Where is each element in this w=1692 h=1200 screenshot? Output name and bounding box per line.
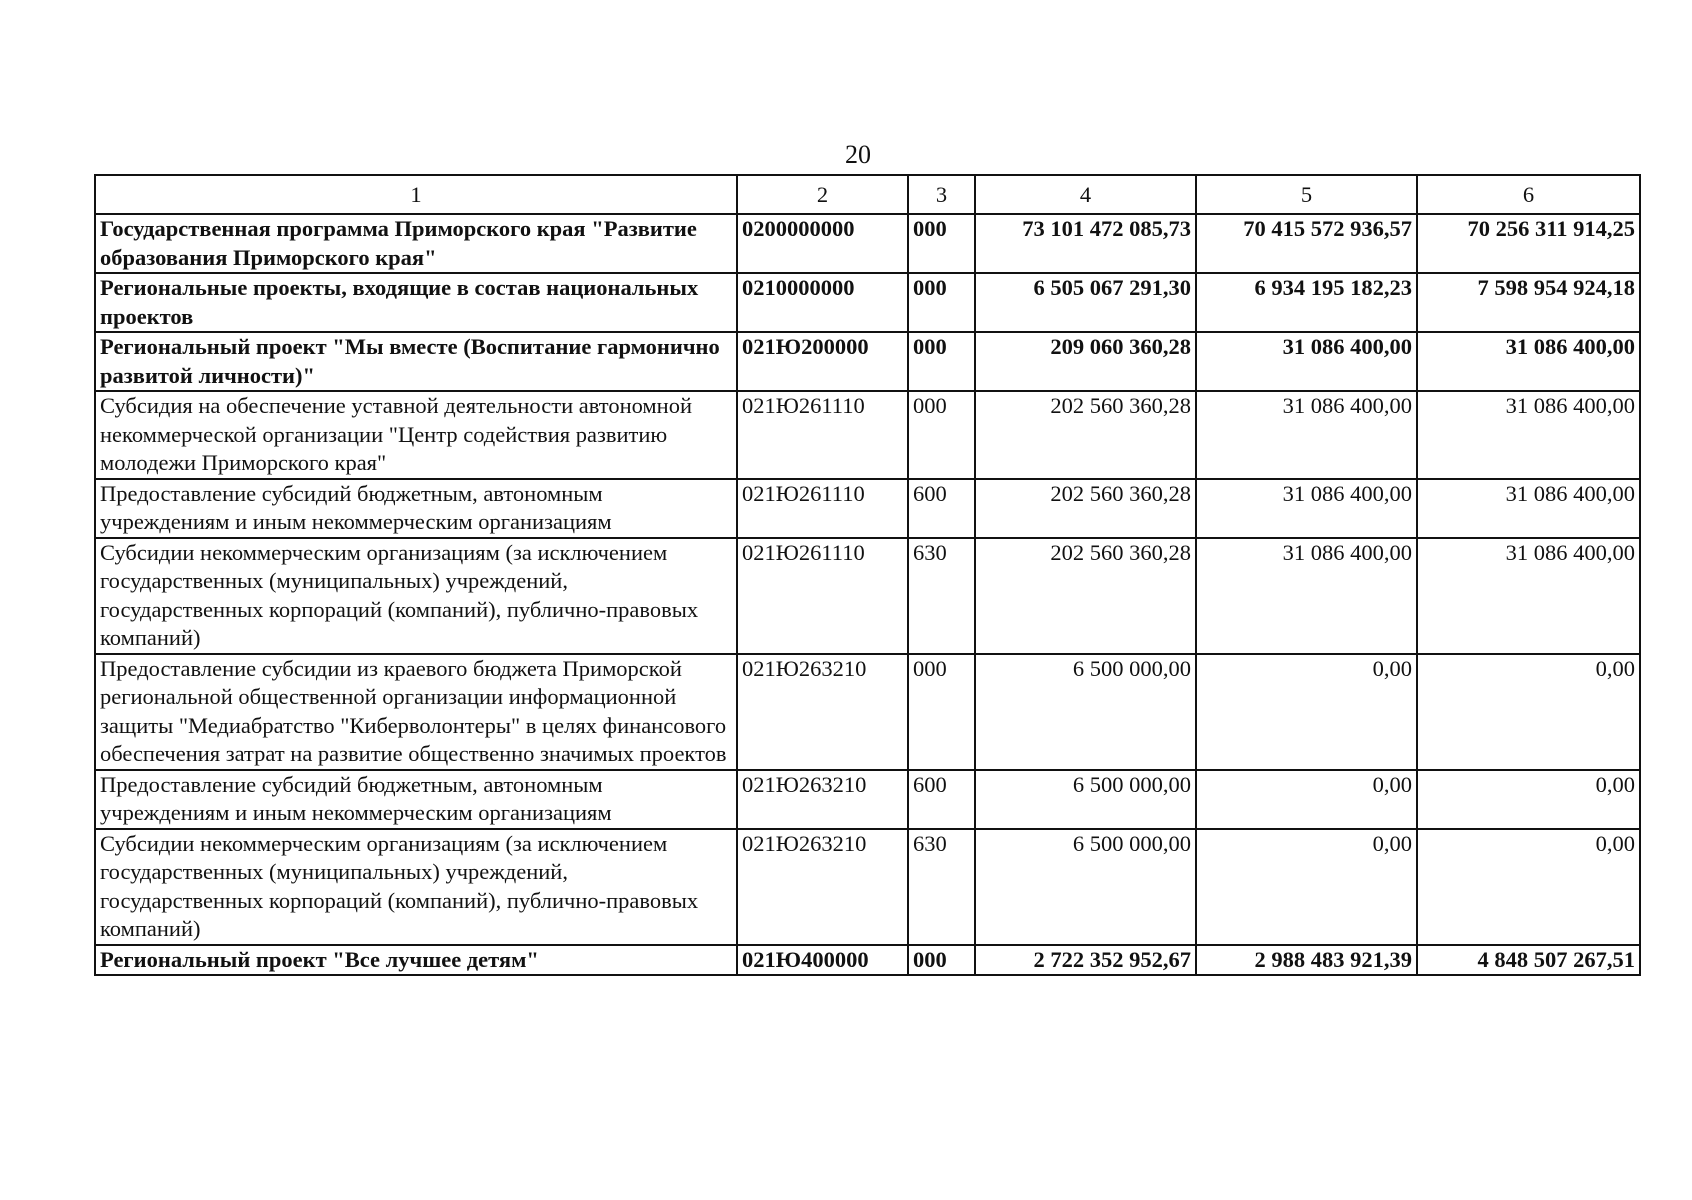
row-target-code: 021Ю200000	[737, 332, 908, 391]
table-row	[95, 538, 1640, 654]
row-amount-col4: 6 500 000,00	[975, 829, 1196, 945]
row-target-code: 021Ю261110	[737, 538, 908, 654]
row-name: Субсидии некоммерческим организациям (за исключением государственных (муниципальных) учреждений, государственных корпораций (компаний), публично-правовых компаний)	[95, 538, 737, 654]
row-expense-type: 000	[908, 391, 975, 479]
row-expense-type: 600	[908, 479, 975, 538]
column-header: 5	[1196, 175, 1417, 214]
row-expense-type: 000	[908, 214, 975, 273]
row-amount-col5: 2 988 483 921,39	[1196, 945, 1417, 976]
row-amount-col5: 31 086 400,00	[1196, 538, 1417, 654]
column-header: 2	[737, 175, 908, 214]
table-row	[95, 829, 1640, 945]
row-target-code: 021Ю400000	[737, 945, 908, 976]
row-amount-col4: 2 722 352 952,67	[975, 945, 1196, 976]
row-amount-col5: 6 934 195 182,23	[1196, 273, 1417, 332]
row-amount-col4: 209 060 360,28	[975, 332, 1196, 391]
row-amount-col5: 0,00	[1196, 654, 1417, 770]
table-row	[95, 770, 1640, 829]
row-expense-type: 600	[908, 770, 975, 829]
page-number: 20	[845, 140, 871, 169]
row-target-code: 021Ю263210	[737, 654, 908, 770]
row-expense-type: 000	[908, 273, 975, 332]
table-row	[95, 214, 1640, 273]
column-header: 1	[95, 175, 737, 214]
table-row	[95, 391, 1640, 479]
row-amount-col4: 202 560 360,28	[975, 538, 1196, 654]
row-target-code: 0200000000	[737, 214, 908, 273]
row-target-code: 021Ю261110	[737, 479, 908, 538]
row-amount-col6: 7 598 954 924,18	[1417, 273, 1640, 332]
row-amount-col4: 202 560 360,28	[975, 391, 1196, 479]
table-row	[95, 654, 1640, 770]
table-body	[95, 214, 1640, 975]
row-target-code: 021Ю263210	[737, 770, 908, 829]
row-name: Региональный проект "Мы вместе (Воспитание гармонично развитой личности)"	[95, 332, 737, 391]
row-name: Государственная программа Приморского края "Развитие образования Приморского края"	[95, 214, 737, 273]
row-amount-col6: 70 256 311 914,25	[1417, 214, 1640, 273]
row-amount-col4: 202 560 360,28	[975, 479, 1196, 538]
budget-table	[94, 174, 1641, 976]
row-name: Региональный проект "Все лучшее детям"	[95, 945, 737, 976]
row-amount-col6: 0,00	[1417, 829, 1640, 945]
row-expense-type: 630	[908, 829, 975, 945]
table-row	[95, 479, 1640, 538]
row-target-code: 021Ю263210	[737, 829, 908, 945]
column-header: 3	[908, 175, 975, 214]
row-amount-col4: 6 500 000,00	[975, 654, 1196, 770]
row-expense-type: 000	[908, 654, 975, 770]
row-target-code: 021Ю261110	[737, 391, 908, 479]
row-name: Субсидии некоммерческим организациям (за исключением государственных (муниципальных) учреждений, государственных корпораций (компаний), публично-правовых компаний)	[95, 829, 737, 945]
row-amount-col6: 4 848 507 267,51	[1417, 945, 1640, 976]
row-amount-col5: 0,00	[1196, 829, 1417, 945]
row-amount-col4: 6 500 000,00	[975, 770, 1196, 829]
row-expense-type: 630	[908, 538, 975, 654]
row-amount-col5: 31 086 400,00	[1196, 391, 1417, 479]
header-row	[95, 175, 1640, 214]
row-name: Предоставление субсидии из краевого бюджета Приморской региональной общественной организации информационной защиты "Медиабратство "Киберволонтеры" в целях финансового обеспечения затрат на развитие общественно значимых проектов	[95, 654, 737, 770]
row-amount-col4: 6 505 067 291,30	[975, 273, 1196, 332]
row-name: Предоставление субсидий бюджетным, автономным учреждениям и иным некоммерческим организациям	[95, 479, 737, 538]
table-row	[95, 332, 1640, 391]
row-amount-col6: 31 086 400,00	[1417, 332, 1640, 391]
row-amount-col6: 31 086 400,00	[1417, 391, 1640, 479]
row-expense-type: 000	[908, 945, 975, 976]
row-amount-col5: 31 086 400,00	[1196, 479, 1417, 538]
row-amount-col5: 0,00	[1196, 770, 1417, 829]
row-amount-col4: 73 101 472 085,73	[975, 214, 1196, 273]
row-amount-col6: 31 086 400,00	[1417, 538, 1640, 654]
table-row	[95, 273, 1640, 332]
column-header: 4	[975, 175, 1196, 214]
column-header: 6	[1417, 175, 1640, 214]
row-amount-col6: 0,00	[1417, 770, 1640, 829]
table-header	[95, 175, 1640, 214]
table-row	[95, 945, 1640, 976]
row-expense-type: 000	[908, 332, 975, 391]
row-amount-col6: 0,00	[1417, 654, 1640, 770]
row-name: Предоставление субсидий бюджетным, автономным учреждениям и иным некоммерческим организациям	[95, 770, 737, 829]
row-name: Субсидия на обеспечение уставной деятельности автономной некоммерческой организации "Центр содействия развитию молодежи Приморского края"	[95, 391, 737, 479]
row-amount-col6: 31 086 400,00	[1417, 479, 1640, 538]
row-target-code: 0210000000	[737, 273, 908, 332]
row-name: Региональные проекты, входящие в состав национальных проектов	[95, 273, 737, 332]
row-amount-col5: 70 415 572 936,57	[1196, 214, 1417, 273]
row-amount-col5: 31 086 400,00	[1196, 332, 1417, 391]
